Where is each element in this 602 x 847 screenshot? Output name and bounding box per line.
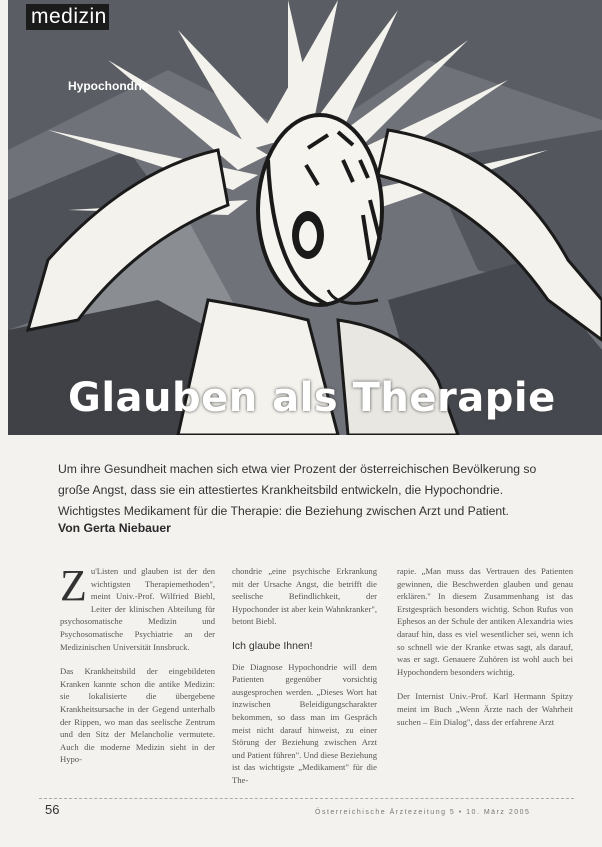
paragraph: Die Diagnose Hypochondrie will dem Patienten gegenüber vorsichtig ausgesprochen werden. „Dieses Wort hat inzwischen Beleidigungscharakter bekommen, so dass man im Gespräch meist nicht darauf hinweist, zu einer Störung der Beziehung zwischen Arzt und Patient führen". Und diese Beziehung ist das wichtigste „Medikament" für die The-	[232, 661, 377, 785]
publication-footer: Österreichische Ärztezeitung 5 • 10. März 2005	[315, 809, 531, 816]
drop-cap: Z	[60, 561, 87, 610]
section-tab: medizin	[26, 4, 109, 30]
text-column-2	[232, 565, 377, 799]
kicker: Hypochondrie	[68, 79, 149, 93]
hero-illustration	[8, 0, 602, 435]
screaming-face-illustration	[8, 0, 602, 435]
text-column-3	[397, 565, 573, 740]
subheading: Ich glaube Ihnen!	[232, 639, 313, 652]
page-title: Glauben als Therapie	[68, 375, 556, 421]
byline: Von Gerta Niebauer	[58, 521, 171, 535]
lead-paragraph: Um ihre Gesundheit machen sich etwa vier Prozent der österreichischen Bevölkerung so große Angst, dass sie ein attestiertes Krankheitsbild entwickeln, die Hypochondrie. Wichtigstes Medikament für die Therapie: die Beziehung zwischen Arzt und Patient.	[58, 462, 537, 518]
paragraph: rapie. „Man muss das Vertrauen des Patienten gewinnen, die Beschwerden glauben und genau erklären." In diesem Zusammenhang ist das Erstgespräch besonders wichtig. Schon Rufus von Ephesos an der Schule der antiken Alexandria wies darauf hin, dass es viel wesentlicher sei, wenn ich so schnell wie der Kranke etwas sagt, als darauf, was er sagt. Genauere Zuhören ist wohl auch bei Hypochondern besonders wichtig.	[397, 566, 573, 677]
footer-rule	[39, 798, 574, 799]
paragraph-text: u'Listen und glauben ist der den wichtigsten Therapiemethoden", meint Univ.-Prof. Wilfried Biebl, Leiter der klinischen Abteilung für psychosomatische Medizin und Psychosomatische Psychiatrie an der Medizinischen Universität Innsbruck.	[60, 566, 215, 652]
page-number: 56	[45, 802, 60, 817]
paragraph	[60, 561, 215, 653]
paragraph: Das Krankheitsbild der eingebildeten Kranken kannte schon die antike Medizin: sie lokalisierte die übergebene Krankheitsursache in der Gegend unterhalb der Rippen, wo man das seelische Zentrum und den Sitz der Melancholie vermutete. Auch die moderne Medizin sieht in der Hypo-	[60, 666, 215, 765]
text-column-1	[60, 561, 215, 778]
paragraph: chondrie „eine psychische Erkrankung mit der Ursache Angst, die betrifft die seelische Befindlichkeit, der Hypochonder ist aber kein Wahnkranker", betont Biebl.	[232, 566, 377, 627]
paragraph: Der Internist Univ.-Prof. Karl Hermann Spitzy meint im Buch „Wenn Ärzte nach der Wahrheit suchen – Ein Dialog", dass der erfahrene Arzt	[397, 691, 573, 727]
